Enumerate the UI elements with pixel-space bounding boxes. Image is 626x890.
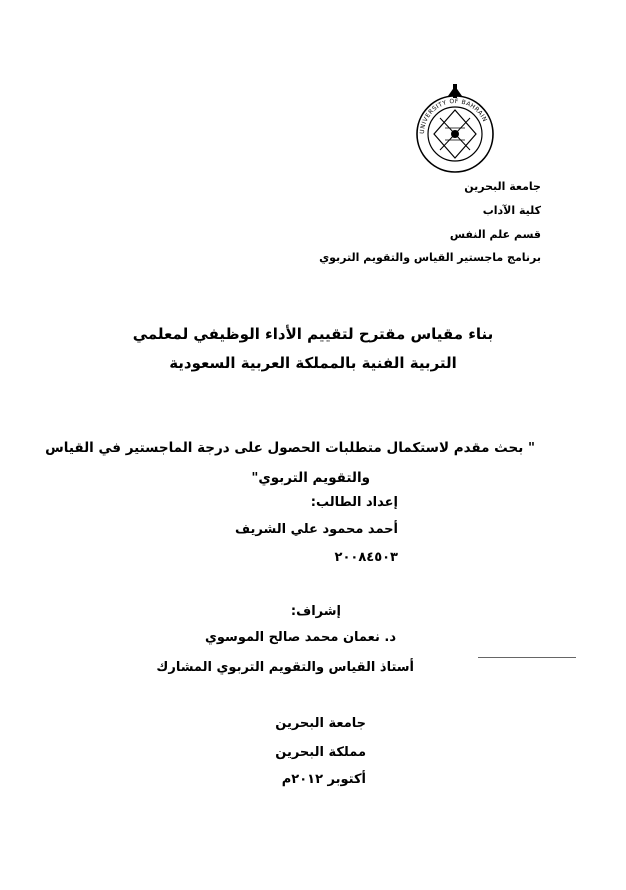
program-name: برنامج ماجستير القياس والتقويم التربوي [319,251,541,264]
student-name: أحمد محمود علي الشريف [235,522,398,537]
supervisor-title: أستاذ القياس والتقويم التربوي المشارك [156,660,414,675]
college-name: كلية الآداب [482,204,541,217]
submission-statement-line-2: والتقويم التربوي" [251,470,370,486]
footer-country: مملكة البحرين [275,745,366,760]
submission-statement-line-1: " بحث مقدم لاستكمال متطلبات الحصول على درجة الماجستير في القياس [45,440,535,456]
student-id: ٢٠٠٨٤٥٠٣ [334,550,398,565]
prepared-by-label: إعداد الطالب: [310,495,398,510]
footer-university: جامعة البحرين [275,716,366,731]
footer-date: أكتوبر ٢٠١٢م [281,772,366,787]
logo-text: UNIVERSITY OF BAHRAIN [418,97,489,135]
university-logo [412,82,498,178]
supervisor-name: د. نعمان محمد صالح الموسوي [204,630,396,645]
thesis-title-line-1: بناء مقياس مقترح لتقييم الأداء الوظيفي لمعلمي [132,325,494,343]
university-name: جامعة البحرين [464,180,541,193]
divider-line [478,657,576,658]
supervision-label: إشراف: [290,604,341,619]
department-name: قسم علم النفس [449,228,541,241]
thesis-title-line-2: التربية الفنية بالمملكة العربية السعودية [169,354,457,372]
